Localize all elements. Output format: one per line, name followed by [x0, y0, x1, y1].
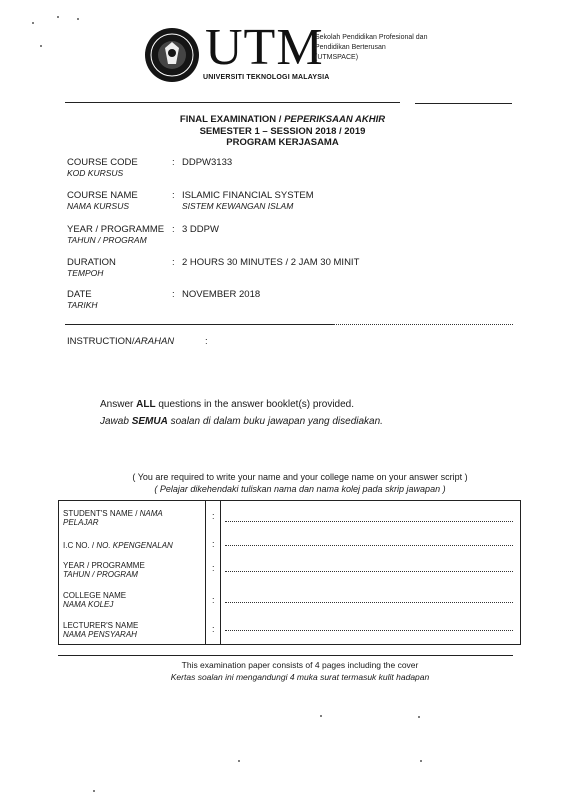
utmspace-line-3: (UTMSPACE): [315, 54, 359, 61]
answer-instruction-ms: Jawab SEMUA soalan di dalam buku jawapan yang disediakan.: [100, 416, 383, 427]
scan-speck: [238, 760, 240, 762]
scan-speck: [32, 22, 34, 24]
footer-pages-en: This examination paper consists of 4 pages including the cover: [181, 660, 419, 670]
exam-program: PROGRAM KERJASAMA: [226, 137, 339, 148]
utmspace-line-1: Sekolah Pendidikan Profesional dan: [315, 34, 428, 41]
lecturer-name-colon: :: [212, 624, 215, 634]
course-code-label: COURSE CODE KOD KURSUS: [67, 157, 138, 178]
duration-colon: :: [172, 257, 175, 268]
instruction-colon: :: [205, 336, 208, 347]
college-name-label: COLLEGE NAME NAMA KOLEJ: [63, 591, 127, 609]
scan-speck: [77, 18, 79, 20]
utmspace-label: [315, 33, 427, 63]
duration-value: 2 HOURS 30 MINUTES / 2 JAM 30 MINIT: [182, 257, 360, 268]
logo-wordmark: UTM: [205, 19, 324, 76]
date-label: DATE TARIKH: [67, 289, 98, 310]
scan-speck: [418, 716, 420, 718]
scan-speck: [420, 760, 422, 762]
student-details-table: [58, 500, 521, 645]
date-colon: :: [172, 289, 175, 300]
year-programme-colon: :: [172, 224, 175, 235]
college-name-field[interactable]: [225, 601, 513, 603]
scan-speck: [93, 790, 95, 792]
exam-title: FINAL EXAMINATION / PEPERIKSAAN AKHIR SEMESTER 1 – SESSION 2018 / 2019 PROGRAM KERJASAMA: [0, 114, 565, 149]
scan-speck: [320, 715, 322, 717]
info-rule: [65, 324, 333, 325]
scan-speck: [40, 45, 42, 47]
year-programme-value: 3 DDPW: [182, 224, 219, 235]
required-note-en: ( You are required to write your name and your college name on your answer script ): [132, 472, 468, 482]
duration-label: DURATION TEMPOH: [67, 257, 116, 278]
course-name-colon: :: [172, 190, 175, 201]
utmspace-line-2: Pendidikan Berterusan: [315, 44, 386, 51]
student-name-field[interactable]: [225, 520, 513, 522]
ic-no-label: I.C NO. / NO. KPENGENALAN: [63, 541, 173, 550]
date-value: NOVEMBER 2018: [182, 289, 261, 300]
info-rule-dotted: [333, 324, 513, 325]
lecturer-name-field[interactable]: [225, 629, 513, 631]
course-name-label: COURSE NAME NAMA KURSUS: [67, 190, 138, 211]
year-programme-label: YEAR / PROGRAMME TAHUN / PROGRAM: [67, 224, 165, 245]
header-rule-right: [415, 103, 512, 104]
course-code-colon: :: [172, 157, 175, 168]
student-year-colon: :: [212, 563, 215, 573]
ic-no-colon: :: [212, 539, 215, 549]
utm-crest-icon: [143, 26, 201, 84]
required-note-ms: ( Pelajar dikehendaki tuliskan nama dan nama kolej pada skrip jawapan ): [154, 484, 446, 494]
exam-semester: SEMESTER 1 – SESSION 2018 / 2019: [199, 125, 366, 137]
course-code-value: DDPW3133: [182, 157, 233, 168]
scan-speck: [57, 16, 59, 18]
footer-pages-ms: Kertas soalan ini mengandungi 4 muka surat termasuk kulit hadapan: [170, 672, 430, 682]
college-name-colon: :: [212, 595, 215, 605]
student-year-field[interactable]: [225, 570, 513, 572]
lecturer-name-label: LECTURER'S NAME NAMA PENSYARAH: [63, 621, 139, 639]
ic-no-field[interactable]: [225, 544, 513, 546]
student-name-label: STUDENT'S NAME / NAMA PELAJAR: [63, 509, 163, 527]
logo-subtitle: UNIVERSITI TEKNOLOGI MALAYSIA: [203, 74, 330, 81]
student-name-colon: :: [212, 511, 215, 521]
course-name-value: ISLAMIC FINANCIAL SYSTEM SISTEM KEWANGAN ISLAM: [182, 190, 314, 211]
student-year-label: YEAR / PROGRAMME TAHUN / PROGRAM: [63, 561, 145, 579]
footer-rule: [58, 655, 513, 656]
instruction-label: INSTRUCTION/ARAHAN: [67, 336, 175, 347]
answer-instruction-en: Answer ALL questions in the answer booklet(s) provided.: [100, 399, 355, 410]
header-rule: [65, 102, 400, 103]
